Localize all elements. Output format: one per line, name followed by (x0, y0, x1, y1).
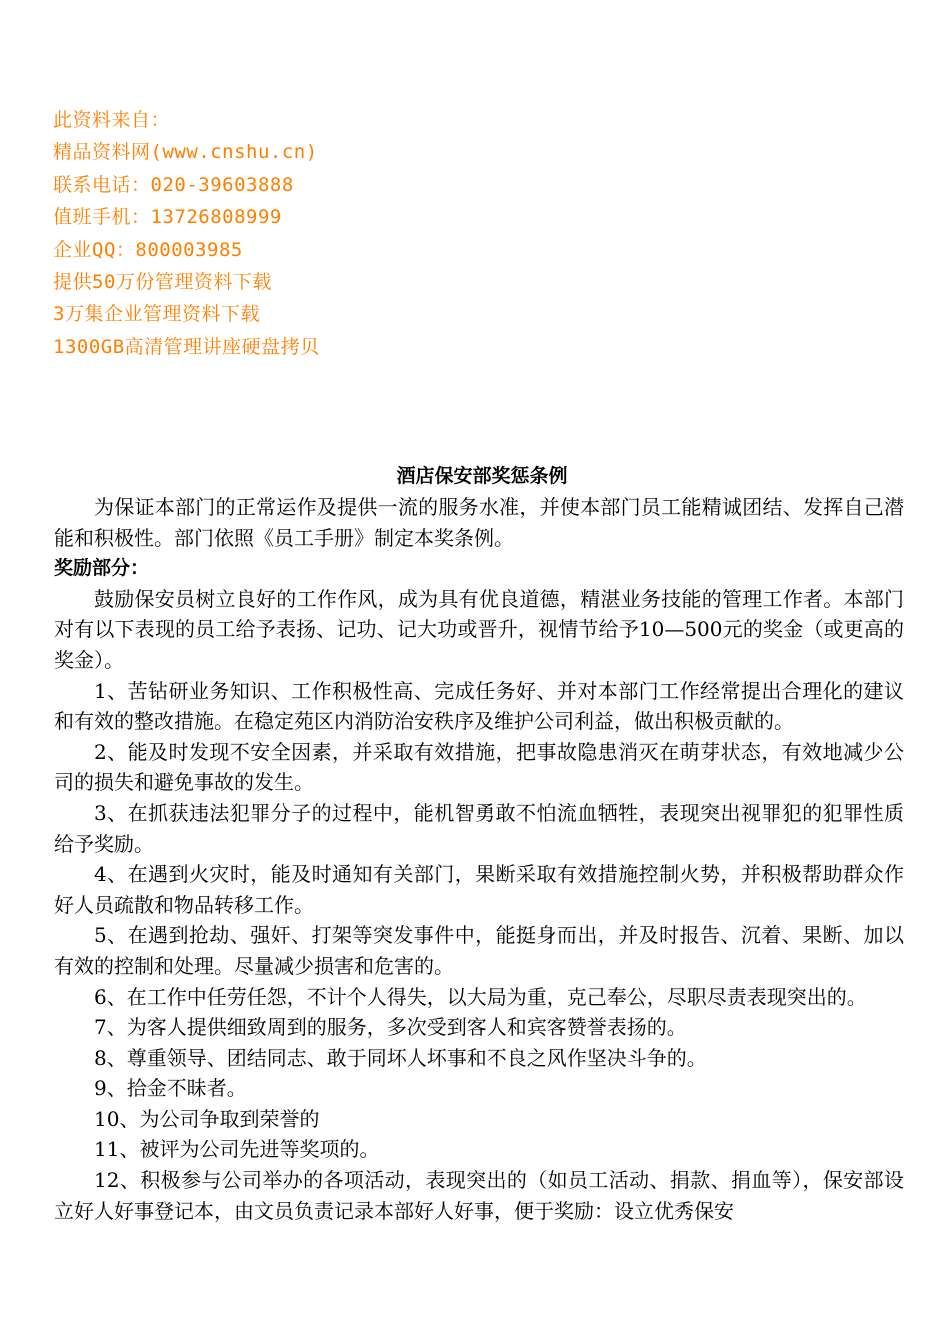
source-website: 精品资料网(www.cnshu.cn) (53, 141, 318, 164)
reward-item-3: 3、在抓获违法犯罪分子的过程中，能机智勇敢不怕流血牺牲，表现突出视罪犯的犯罪性质给予奖励。 (54, 800, 904, 856)
source-offer-3: 1300GB高清管理讲座硬盘拷贝 (53, 335, 320, 358)
source-mobile: 值班手机：13726808999 (53, 206, 282, 229)
reward-item-5: 5、在遇到抢劫、强奸、打架等突发事件中，能挺身而出，并及时报告、沉着、果断、加以有效的控制和处理。尽量减少损害和危害的。 (54, 923, 904, 978)
source-qq: 企业QQ：800003985 (53, 238, 243, 261)
reward-item-7: 7、为客人提供细致周到的服务，多次受到客人和宾客赞誉表扬的。 (94, 1015, 687, 1040)
reward-item-8: 8、尊重领导、团结同志、敢于同坏人坏事和不良之风作坚决斗争的。 (94, 1045, 707, 1070)
reward-item-2: 2、能及时发现不安全因素，并采取有效措施，把事故隐患消灭在萌芽状态，有效地减少公司的损失和避免事故的发生。 (54, 739, 904, 795)
source-info-block (53, 104, 320, 363)
reward-intro-paragraph: 鼓励保安员树立良好的工作作风，成为具有优良道德，精湛业务技能的管理工作者。本部门对有以下表现的员工给予表扬、记功、记大功或晋升，视情节给予10—500元的奖金（或更高的奖金）。 (54, 586, 904, 672)
source-label: 此资料来自： (53, 109, 171, 131)
reward-item-1: 1、苦钻研业务知识、工作积极性高、完成任务好、并对本部门工作经常提出合理化的建议和有效的整改措施。在稳定苑区内消防治安秩序及维护公司利益，做出积极贡献的。 (54, 678, 904, 734)
source-phone: 联系电话：020-39603888 (53, 173, 294, 196)
reward-section-heading: 奖励部分： (54, 557, 150, 580)
reward-item-11: 11、被评为公司先进等奖项的。 (94, 1137, 380, 1162)
source-offer-1: 提供50万份管理资料下载 (53, 270, 272, 293)
reward-item-4: 4、在遇到火灾时，能及时通知有关部门，果断采取有效措施控制火势，并积极帮助群众作好人员疏散和物品转移工作。 (54, 862, 904, 917)
reward-item-10: 10、为公司争取到荣誉的 (94, 1106, 320, 1131)
reward-item-9: 9、拾金不昧者。 (94, 1076, 247, 1101)
document-title: 酒店保安部奖惩条例 (396, 465, 568, 487)
reward-item-12: 12、积极参与公司举办的各项活动，表现突出的（如员工活动、捐款、捐血等），保安部设立好人好事登记本，由文员负责记录本部好人好事，便于奖励：设立优秀保安 (54, 1168, 904, 1223)
source-offer-2: 3万集企业管理资料下载 (53, 303, 260, 326)
intro-paragraph: 为保证本部门的正常运作及提供一流的服务水准，并使本部门员工能精诚团结、发挥自己潜能和积极性。部门依照《员工手册》制定本奖条例。 (54, 495, 904, 550)
document-body (54, 460, 904, 1226)
reward-item-6: 6、在工作中任劳任怨，不计个人得失，以大局为重，克己奉公，尽职尽责表现突出的。 (94, 984, 867, 1009)
